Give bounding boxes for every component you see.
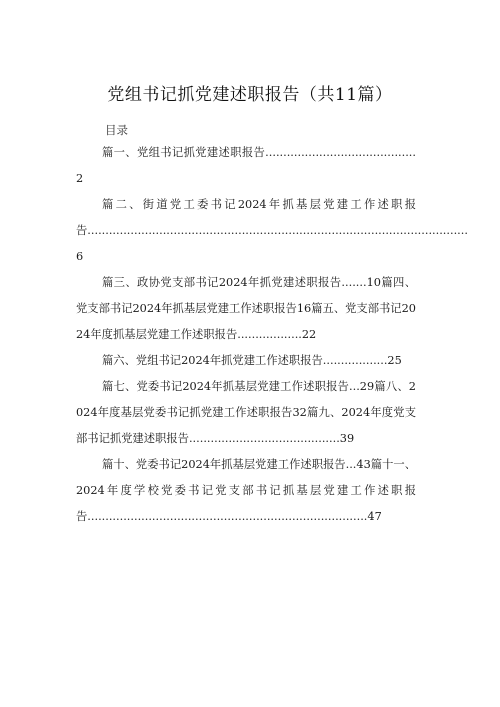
- toc-entry-text: 篇十、党委书记2024年抓基层党建工作述职报告...43篇十一、2024年度学校党委书记党支部书记抓基层党建工作述职报告..............................................................................47: [76, 458, 416, 523]
- toc-entry-text: 篇六、党组书记2024年抓党建工作述职报告..................25: [102, 354, 402, 367]
- toc-entry-text: 篇七、党委书记2024年抓基层党建工作述职报告...29篇八、2024年度基层党委书记抓党建工作述职报告32篇九、2024年度党支部书记抓党建述职报告..........................................39: [76, 380, 416, 445]
- toc-entry-text: 篇二、街道党工委书记2024年抓基层党建工作述职报告..........................................................................................................6: [76, 198, 468, 263]
- document-title: 党组书记抓党建述职报告（共11篇）: [107, 85, 393, 105]
- toc-entry-text: 篇一、党组书记抓党建述职报告..........................................2: [76, 146, 416, 185]
- toc-entry: [76, 452, 416, 530]
- toc-entry: [76, 270, 416, 348]
- toc-entry: [76, 140, 416, 192]
- table-of-contents: [76, 140, 468, 530]
- toc-entry-text: 篇三、政协党支部书记2024年抓党建述职报告.......10篇四、党支部书记2024年抓基层党建工作述职报告16篇五、党支部书记2024年度抓基层党建工作述职报告..................22: [76, 276, 416, 341]
- toc-entry: [76, 192, 468, 270]
- toc-heading: 目录: [105, 123, 128, 137]
- toc-entry: [76, 374, 416, 452]
- toc-entry: [76, 348, 416, 374]
